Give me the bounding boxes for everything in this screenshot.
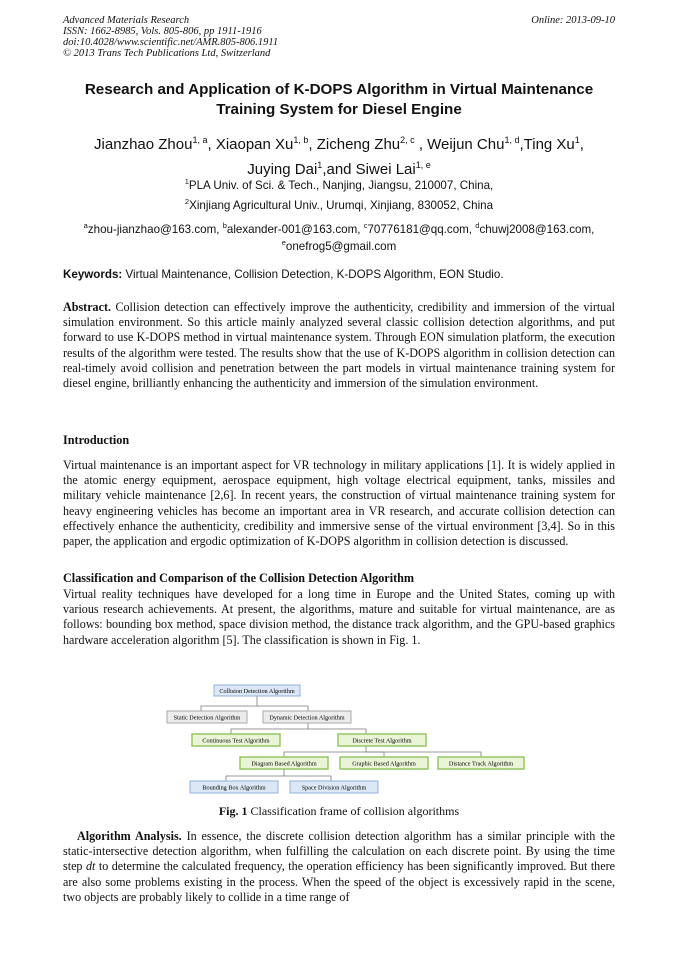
author: Zicheng Zhu$^{2, c}$ , — [316, 135, 428, 153]
affiliation-2: $^2$Xinjiang Agricultural Univ., Urumqi, Xinjiang, 830052, China — [184, 197, 494, 212]
node-space-division — [290, 781, 378, 793]
keywords — [63, 268, 615, 281]
time-step-variable: dt — [85, 859, 96, 874]
author-emails — [63, 219, 615, 253]
author: Ting Xu$^1$, — [523, 135, 584, 153]
email[interactable]: $^e$onefrog5@gmail.com — [281, 237, 397, 253]
author: Jianzhao Zhou$^{1, a}$, — [94, 135, 216, 153]
svg-text:Static Detection Algorithm: Static Detection Algorithm — [173, 714, 241, 722]
paper-title — [63, 80, 615, 120]
node-static-detection — [167, 711, 247, 723]
affiliation-1: $^1$PLA Univ. of Sci. & Tech., Nanjing, Jiangsu, 210007, China, — [184, 177, 494, 192]
classification-heading: Classification and Comparison of the Collision Detection Algorithm — [63, 571, 415, 585]
email[interactable]: $^b$alexander-001@163.com, — [222, 221, 364, 236]
introduction-text: Virtual maintenance is an important aspect for VR technology in military applications [1]. It is widely applied in the atomic energy equipment, aerospace equipment, high voltage electrical equipment, tanks, missiles and military vehicle maintenance [2,6]. In recent years, the construction of virtual maintenance training system for heavy engineering vehicles has become an important area in VR research, and accurate collision detection can effectively enhance the authenticity, credibility and immersive sense of the virtual environment [3,4]. So in this paper, the application and ergodic optimization of K-DOPS algorithm in collision detection is discussed. — [63, 458, 615, 549]
title-line-1: Research and Application of K-DOPS Algorithm in Virtual Maintenance — [84, 81, 594, 98]
keywords-label: Keywords: — [63, 268, 123, 281]
node-continuous-test — [192, 734, 280, 746]
svg-text:Dynamic Detection Algorithm: Dynamic Detection Algorithm — [269, 714, 345, 722]
author: Juying Dai$^1$, — [247, 160, 327, 178]
svg-text:Graphic Based Algorithm: Graphic Based Algorithm — [352, 760, 416, 768]
svg-text:Distance Track Algorithm: Distance Track Algorithm — [448, 760, 514, 768]
keywords-text: Virtual Maintenance, Collision Detection, K-DOPS Algorithm, EON Studio. — [122, 268, 504, 281]
analysis-label: Algorithm Analysis. — [77, 829, 182, 843]
node-diagram-based — [240, 757, 328, 769]
author: and Siwei Lai$^{1, e}$ — [326, 160, 431, 178]
issn-line: ISSN: 1662-8985, Vols. 805-806, pp 1911-1916 — [63, 26, 262, 37]
figure-label: Fig. 1 — [218, 804, 248, 818]
online-date: Online: 2013-09-10 — [531, 15, 615, 26]
svg-text:Continuous Test Algorithm: Continuous Test Algorithm — [202, 737, 270, 745]
classification-text: Virtual reality techniques have developed for a long time in Europe and the United States, coming up with various research achievements. At present, the algorithms, mature and suitable for virtual maintenance, are as follows: bounding box method, space division method, the distance track algorithm, and the GPU-based graphics hardware acceleration algorithm [5]. The classification is shown in Fig. 1. — [63, 587, 615, 647]
title-line-2: Training System for Diesel Engine — [216, 101, 462, 118]
svg-text:Bounding Box Algorithm: Bounding Box Algorithm — [202, 784, 266, 792]
author: Weijun Chu$^{1, d}$, — [427, 135, 524, 153]
abstract — [63, 300, 615, 391]
figure-caption-text: Classification frame of collision algorithms — [247, 804, 460, 818]
email[interactable]: $^a$zhou-jianzhao@163.com, — [83, 221, 223, 236]
svg-text:Space Division Algorithm: Space Division Algorithm — [301, 784, 367, 792]
node-root — [214, 685, 300, 696]
author: Xiaopan Xu$^{1, b}$, — [215, 135, 317, 153]
svg-text:Diagram Based Algorithm: Diagram Based Algorithm — [251, 760, 317, 768]
journal-name: Advanced Materials Research — [63, 15, 190, 26]
node-graphic-based — [340, 757, 428, 769]
email[interactable]: $^c$70776181@qq.com, — [363, 221, 476, 236]
svg-text:Discrete Test Algorithm: Discrete Test Algorithm — [352, 737, 412, 745]
node-discrete-test — [338, 734, 426, 746]
collision-algorithm-diagram — [166, 684, 526, 796]
abstract-label: Abstract. — [63, 300, 112, 314]
author-list — [63, 130, 615, 180]
introduction-heading: Introduction — [63, 433, 130, 447]
doi-line: doi:10.4028/www.scientific.net/AMR.805-806.1911 — [63, 37, 279, 48]
journal-header — [63, 15, 615, 59]
analysis-text-2: to determine the calculated frequency, the operation efficiency has been significantly improved. But there are also some problems existing in the process. When the speed of the object is excessively rapid in the scene, two objects are probably likely to collide in a time range of — [63, 859, 615, 904]
algorithm-analysis — [63, 829, 615, 905]
copyright-line: © 2013 Trans Tech Publications Ltd, Switzerland — [63, 48, 271, 59]
node-bounding-box — [190, 781, 278, 793]
node-distance-track — [438, 757, 524, 769]
svg-text:Collision Detection Algorithm: Collision Detection Algorithm — [219, 688, 295, 695]
figure-caption — [63, 804, 615, 819]
email[interactable]: $^d$chuwj2008@163.com, — [475, 221, 595, 236]
node-dynamic-detection — [263, 711, 351, 723]
abstract-text: Collision detection can effectively improve the authenticity, credibility and immersion of the virtual simulation environment. So this article mainly analyzed several classic collision detection algorithms, and put forward to use K-DOPS method in virtual maintenance system. Through EON simulation platform, the execution results of the algorithm were tested. The results show that the use of K-DOPS algorithm in collision detection can real-timely avoid collision and penetration between the part models in virtual maintenance training system for diesel engine, brilliantly enhancing the authenticity and immersion of the simulation environment. — [63, 300, 615, 391]
analysis-text-1: In essence, the discrete collision detection algorithm has a similar principle with the static-intersective detection algorithm, when fulfilling the calculation on each discrete point. By using the time step — [63, 829, 615, 874]
